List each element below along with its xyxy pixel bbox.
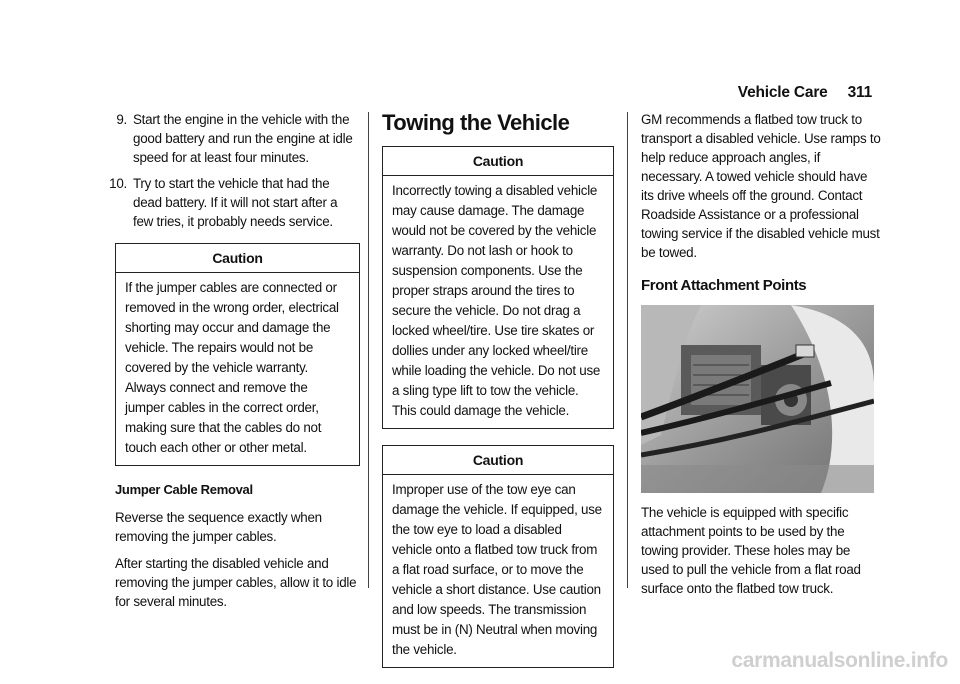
column-left [109,110,360,619]
section-title: Vehicle Care [737,84,828,101]
caution-title: Caution [383,446,613,475]
step-9 [108,110,360,167]
section-heading-towing: Towing the Vehicle [382,110,570,135]
front-attachment-photo [641,305,874,493]
column-right [641,110,881,606]
step-text: Start the engine in the vehicle with the good battery and run the engine at idle speed for at least four minutes. [133,112,353,165]
caution-title: Caution [383,147,613,176]
column-middle [382,110,614,684]
paragraph: After starting the disabled vehicle and removing the jumper cables, allow it to idle for several minutes. [115,556,357,609]
paragraph: Reverse the sequence exactly when removing the jumper cables. [115,510,322,544]
caution-body: Improper use of the tow eye can damage the vehicle. If equipped, use the tow eye to load a disabled vehicle onto a flatbed tow truck from a flat road surface, or to move the vehicle a short distance. Use caution and low speeds. The transmission must be in (N) Neutral when moving the vehicle. [392,482,602,657]
step-text: Try to start the vehicle that had the dead battery. If it will not start after a few tries, it probably needs service. [133,176,338,229]
step-10 [98,174,360,231]
caution-box-jumper-cables [115,243,360,466]
column-divider-left [368,112,369,588]
caution-title: Caution [116,244,359,273]
column-divider-right [627,112,628,588]
page-number: 311 [847,84,872,101]
caution-body: Incorrectly towing a disabled vehicle may cause damage. The damage would not be covered by the vehicle warranty. Do not lash or hook to suspension components. Use the proper straps around the tires to secure the vehicle. Do not drag a locked wheel/tire. Use tire skates or dollies under any locked wheel/tire while loading the vehicle. Do not use a sling type lift to tow the vehicle. This could damage the vehicle. [392,183,601,418]
step-number: 10. [109,176,127,191]
paragraph-attachment: The vehicle is equipped with specific attachment points to be used by the towing provider. These holes may be used to pull the vehicle from a flat road surface onto the flatbed tow truck. [641,505,861,596]
running-header [738,84,872,102]
caution-box-towing [382,146,614,429]
step-number: 9. [116,112,127,127]
caution-body: If the jumper cables are connected or removed in the wrong order, electrical shorting may occur and damage the vehicle. The repairs would not be covered by the vehicle warranty. Always connect and remove the jumper cables in the correct order, making sure that the cables do not touch each other or other metal. [125,280,339,455]
subheading-front-attachment: Front Attachment Points [641,277,807,294]
paragraph-intro: GM recommends a flatbed tow truck to transport a disabled vehicle. Use ramps to help reduce approach angles, if necessary. A towed vehicle should have its drive wheels off the ground. Contact Roadside Assistance or a professional towing service if the disabled vehicle must be towed. [641,112,881,260]
caution-box-tow-eye [382,445,614,668]
subheading-jumper-cable-removal: Jumper Cable Removal [115,482,253,497]
watermark: carmanualsonline.info [731,649,948,672]
